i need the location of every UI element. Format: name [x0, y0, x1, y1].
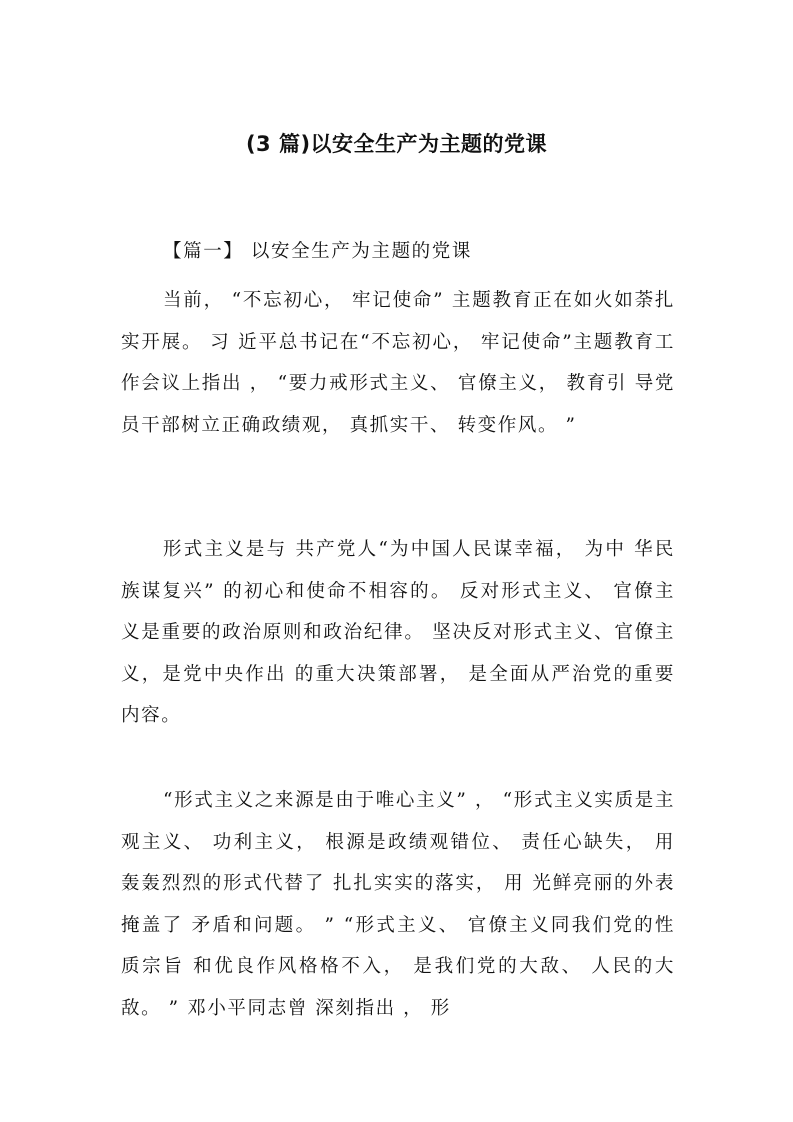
paragraph-2: 形式主义是与 共产党人“为中国人民谋幸福， 为中 华民族谋复兴” 的初心和使命不相容的。 反对形式主义、 官僚主义是重要的政治原则和政治纪律。 坚决反对形式主义、官僚主义，是党中央作出 的重大决策部署， 是全面从严治党的重要内容。 — [121, 539, 675, 726]
paragraph-1: 当前， “不忘初心， 牢记使命” 主题教育正在如火如荼扎实开展。 习 近平总书记在“不忘初心， 牢记使命”主题教育工作会议上指出 ， “要力戒形式主义、 官僚主义， 教育引 导党员干部树立正确政绩观， 真抓实干、 转变作风。 ” — [121, 290, 675, 436]
paragraph-3: “形式主义之来源是由于唯心主义” ， “形式主义实质是主观主义、 功利主义， 根源是政绩观错位、 责任心缺失， 用 轰轰烈烈的形式代替了 扎扎实实的落实， 用 光鲜亮丽的外表掩盖了 矛盾和问题。 ” “形式主义、 官僚主义同我们党的性质宗旨 和优良作风格格不入， 是我们党的大敌、 人民的大敌。 ” 邓小平同志曾 深刻指出 ， 形 — [121, 790, 675, 1019]
document-title: (3 篇)以安全生产为主题的党课 — [245, 132, 548, 156]
section-heading: 【篇一】 以安全生产为主题的党课 — [163, 241, 472, 262]
